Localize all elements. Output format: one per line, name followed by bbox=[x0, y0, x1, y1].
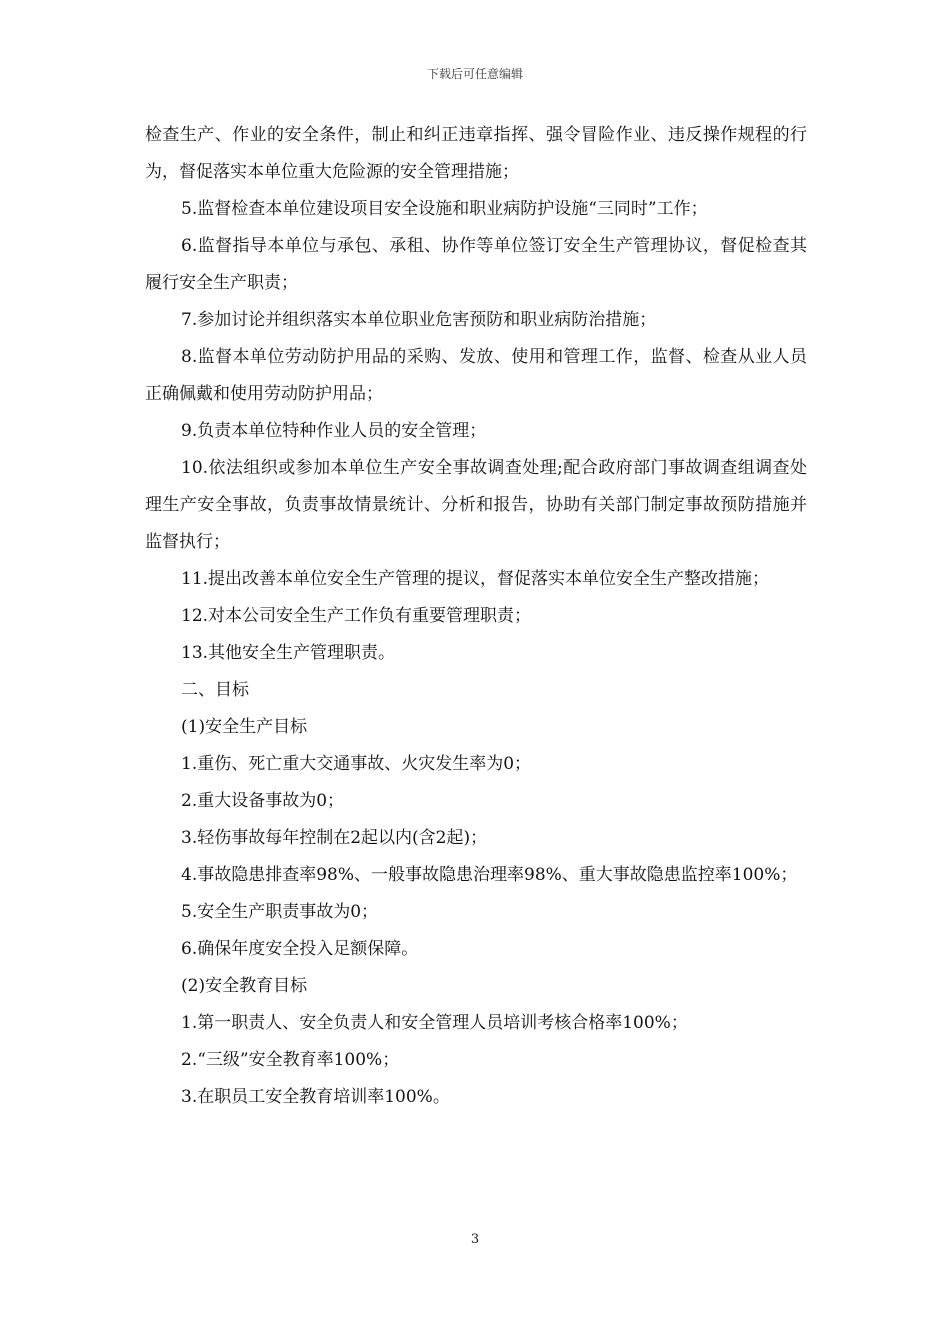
subsection-heading-safety-education: (2)安全教育目标 bbox=[181, 976, 308, 996]
paragraph-item-10: 10.依法组织或参加本单位生产安全事故调查处理;配合政府部门事故调查组调查处理生产安全事故，负责事故情景统计、分析和报告，协助有关部门制定事故预防措施并监督执行； bbox=[145, 458, 807, 552]
paragraph-item-6: 6.监督指导本单位与承包、承租、协作等单位签订安全生产管理协议，督促检查其履行安全生产职责； bbox=[145, 236, 807, 293]
paragraph-item-5: 5.监督检查本单位建设项目安全设施和职业病防护设施“三同时”工作； bbox=[181, 199, 708, 219]
section-heading-goals: 二、目标 bbox=[181, 680, 249, 700]
goal-item-5: 5.安全生产职责事故为0； bbox=[181, 902, 379, 922]
paragraph-item-9: 9.负责本单位特种作业人员的安全管理； bbox=[181, 421, 487, 441]
goal-item-3: 3.轻伤事故每年控制在2起以内(含2起)； bbox=[181, 828, 488, 848]
page-number: 3 bbox=[470, 1232, 480, 1247]
paragraph-item-11: 11.提出改善本单位安全生产管理的提议，督促落实本单位安全生产整改措施； bbox=[181, 569, 770, 589]
paragraph-item-12: 12.对本公司安全生产工作负有重要管理职责； bbox=[181, 606, 532, 626]
education-goal-item-2: 2.“三级”安全教育率100%； bbox=[181, 1050, 400, 1070]
goal-item-1: 1.重伤、死亡重大交通事故、火灾发生率为0； bbox=[181, 754, 532, 774]
goal-item-2: 2.重大设备事故为0； bbox=[181, 791, 345, 811]
paragraph-item-7: 7.参加讨论并组织落实本单位职业危害预防和职业病防治措施； bbox=[181, 310, 657, 330]
paragraph-item-13: 13.其他安全生产管理职责。 bbox=[181, 643, 396, 663]
education-goal-item-3: 3.在职员工安全教育培训率100%。 bbox=[181, 1087, 450, 1107]
page-header: 下载后可任意编辑 bbox=[426, 67, 523, 81]
goal-item-6: 6.确保年度安全投入足额保障。 bbox=[181, 939, 419, 959]
subsection-heading-safety-production: (1)安全生产目标 bbox=[181, 717, 308, 737]
goal-item-4: 4.事故隐患排查率98%、一般事故隐患治理率98%、重大事故隐患监控率100%； bbox=[181, 865, 798, 885]
document-body bbox=[145, 117, 807, 1116]
education-goal-item-1: 1.第一职责人、安全负责人和安全管理人员培训考核合格率100%； bbox=[181, 1013, 688, 1033]
paragraph-item-8: 8.监督本单位劳动防护用品的采购、发放、使用和管理工作，监督、检查从业人员正确佩戴和使用劳动防护用品； bbox=[145, 347, 807, 404]
paragraph-continuation: 检查生产、作业的安全条件，制止和纠正违章指挥、强令冒险作业、违反操作规程的行为，督促落实本单位重大危险源的安全管理措施； bbox=[145, 125, 807, 182]
